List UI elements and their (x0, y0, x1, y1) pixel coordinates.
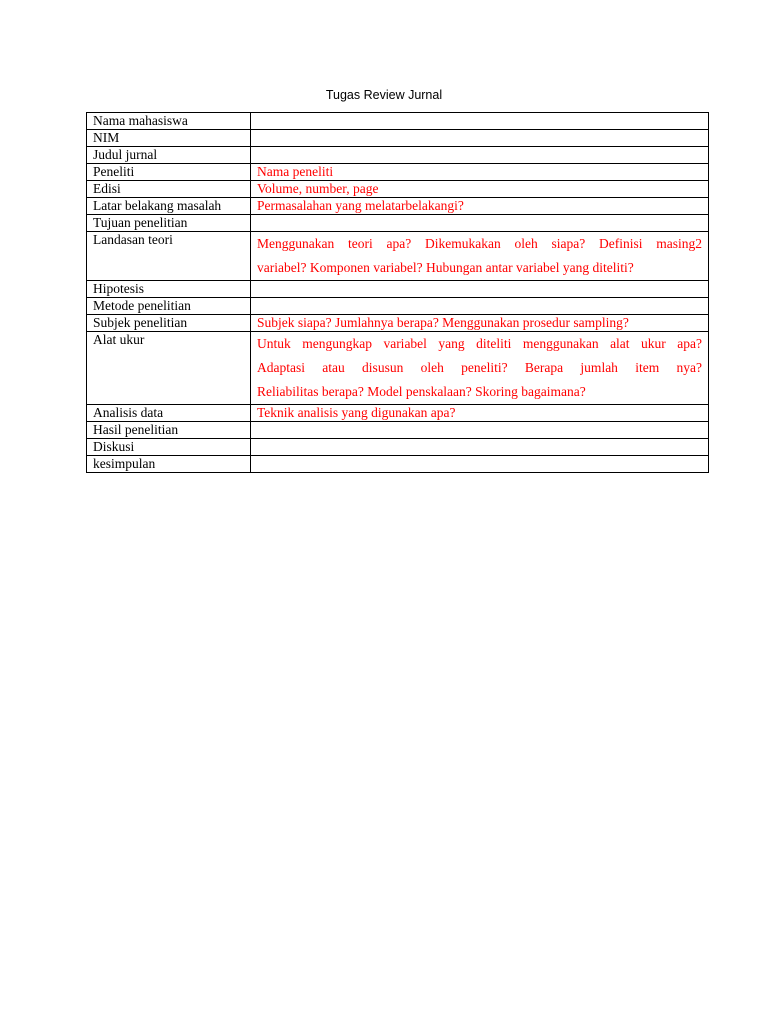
row-label: Edisi (87, 181, 251, 198)
row-value[interactable] (251, 130, 709, 147)
row-value-line: Adaptasi atau disusun oleh peneliti? Berapa jumlah item nya? (257, 360, 702, 375)
review-table (86, 112, 709, 473)
table-row (87, 198, 709, 215)
table-row (87, 456, 709, 473)
table-row (87, 298, 709, 315)
table-row (87, 147, 709, 164)
table-row (87, 181, 709, 198)
table-row (87, 332, 709, 405)
row-value[interactable]: Teknik analisis yang digunakan apa? (251, 405, 709, 422)
row-value-line: Reliabilitas berapa? Model penskalaan? Skoring bagaimana? (257, 384, 586, 399)
row-label: Subjek penelitian (87, 315, 251, 332)
table-row (87, 130, 709, 147)
row-value-line: Untuk mengungkap variabel yang diteliti menggunakan alat ukur apa? (257, 336, 702, 351)
row-value-line: variabel? Komponen variabel? Hubungan antar variabel yang diteliti? (257, 260, 634, 275)
row-label: Peneliti (87, 164, 251, 181)
table-row (87, 422, 709, 439)
row-label: Metode penelitian (87, 298, 251, 315)
table-row (87, 315, 709, 332)
row-label: Alat ukur (87, 332, 251, 405)
table-row (87, 164, 709, 181)
table-row (87, 281, 709, 298)
row-value[interactable] (251, 422, 709, 439)
table-row (87, 232, 709, 281)
page-title: Tugas Review Jurnal (325, 88, 443, 102)
row-label: Analisis data (87, 405, 251, 422)
row-label: Latar belakang masalah (87, 198, 251, 215)
row-label: Diskusi (87, 439, 251, 456)
row-value-line: Menggunakan teori apa? Dikemukakan oleh siapa? Definisi masing2 (257, 236, 702, 251)
row-label: Judul jurnal (87, 147, 251, 164)
row-label: kesimpulan (87, 456, 251, 473)
row-label: Hasil penelitian (87, 422, 251, 439)
row-value[interactable] (251, 147, 709, 164)
row-value[interactable] (251, 298, 709, 315)
row-label: Landasan teori (87, 232, 251, 281)
table-row (87, 439, 709, 456)
table-row (87, 405, 709, 422)
row-value[interactable] (251, 281, 709, 298)
row-value[interactable] (251, 332, 709, 405)
row-value[interactable] (251, 456, 709, 473)
row-value[interactable] (251, 113, 709, 130)
row-value[interactable]: Subjek siapa? Jumlahnya berapa? Menggunakan prosedur sampling? (251, 315, 709, 332)
row-label: Nama mahasiswa (87, 113, 251, 130)
row-value[interactable]: Nama peneliti (251, 164, 709, 181)
row-value[interactable] (251, 232, 709, 281)
table-row (87, 215, 709, 232)
row-label: Tujuan penelitian (87, 215, 251, 232)
table-row (87, 113, 709, 130)
row-value[interactable] (251, 439, 709, 456)
row-value[interactable] (251, 215, 709, 232)
row-value[interactable]: Permasalahan yang melatarbelakangi? (251, 198, 709, 215)
row-value[interactable]: Volume, number, page (251, 181, 709, 198)
row-label: Hipotesis (87, 281, 251, 298)
row-label: NIM (87, 130, 251, 147)
